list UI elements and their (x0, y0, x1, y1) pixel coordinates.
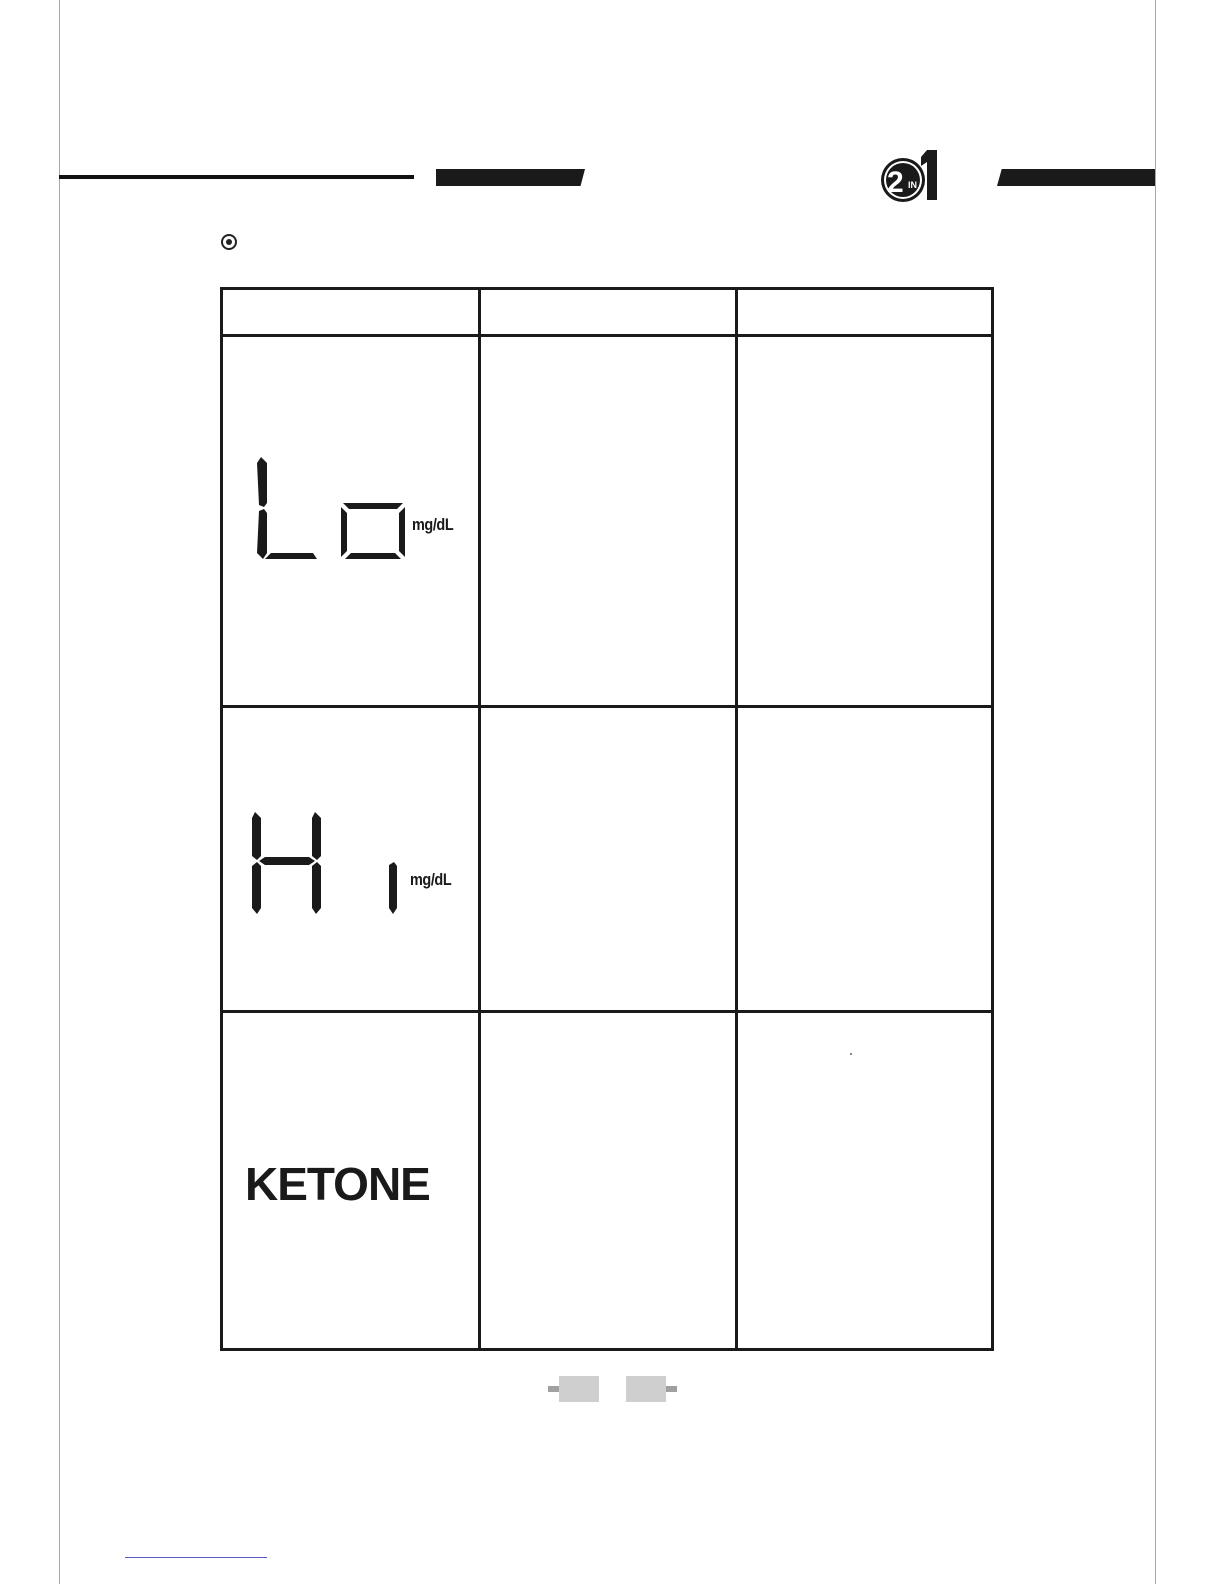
lcd-lo-display (253, 455, 413, 565)
table-header-cell (738, 290, 991, 334)
unit-label: mg/dL (412, 515, 454, 534)
lcd-hi-display (249, 810, 409, 920)
pager-tick (548, 1386, 559, 1392)
action-cell (738, 337, 991, 705)
radio-bullet-icon (221, 234, 237, 250)
cause-cell (481, 708, 735, 1010)
header-rule (59, 175, 414, 179)
cause-cell (481, 1013, 735, 1348)
pager-box-right (626, 1376, 666, 1402)
action-cell (738, 708, 991, 1010)
page-edge-left (59, 0, 60, 1584)
page-number-marker (548, 1376, 678, 1402)
header-bar-right (997, 169, 1155, 186)
cause-cell (481, 337, 735, 705)
pager-tick (666, 1386, 677, 1392)
table-header-cell (223, 290, 478, 334)
header-bar-left (436, 169, 585, 186)
two-in-one-logo (879, 148, 943, 204)
svg-text:2: 2 (887, 166, 904, 199)
ink-speck (850, 1053, 852, 1055)
page-edge-right (1155, 0, 1156, 1584)
table-header-cell (481, 290, 735, 334)
error-message-table (220, 287, 994, 1351)
unit-label: mg/dL (410, 870, 452, 889)
action-cell (738, 1013, 991, 1348)
pager-box-left (559, 1376, 599, 1402)
footer-link-underline (125, 1557, 267, 1558)
svg-text:IN: IN (908, 180, 917, 190)
ketone-display: KETONE (245, 1158, 430, 1210)
